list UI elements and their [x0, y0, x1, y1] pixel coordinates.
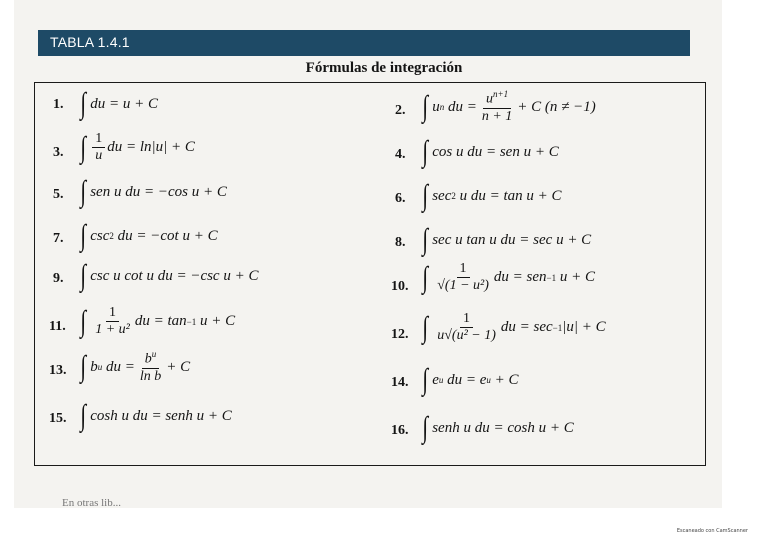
table-label: TABLA 1.4.1	[50, 34, 130, 50]
formula-7: ∫ csc 2 du = −cot u + C	[80, 219, 218, 252]
formula-number: 5.	[53, 187, 64, 202]
formula-2: ∫ u n du = $\frac{u^{n+1}}{n + 1}$ + C (n ≠ −1)	[422, 89, 596, 124]
formula-number: 3.	[53, 145, 64, 160]
formula-1: ∫ du = u + C	[80, 87, 158, 120]
scanner-watermark: Escaneado con CamScanner	[676, 528, 748, 534]
formula-15: ∫ cosh u du = senh u + C	[80, 399, 232, 432]
formula-9: ∫ csc u cot u du = −csc u + C	[80, 259, 259, 292]
formula-14: ∫ e u du = e u + C	[422, 363, 519, 396]
formula-4: ∫ cos u du = sen u + C	[422, 135, 559, 168]
formula-number: 13.	[49, 363, 67, 378]
formula-3: ∫ $\frac{1}{u}$ du = ln|u| + C	[80, 130, 195, 164]
formula-16: ∫ senh u du = cosh u + C	[422, 411, 574, 444]
formula-number: 8.	[395, 235, 406, 250]
formula-number: 2.	[395, 103, 406, 118]
formula-6: ∫ sec 2 u du = tan u + C	[422, 179, 562, 212]
formula-11: ∫ $\frac{1}{\text{1 + u²}}$ du = tan −1 u + C	[80, 304, 236, 338]
formula-number: 9.	[53, 271, 64, 286]
table-caption: Fórmulas de integración	[305, 60, 463, 76]
formula-number: 12.	[391, 327, 409, 342]
table-banner	[38, 30, 690, 56]
formula-10: ∫ $\frac{1}{\text{√(1 − u²)}}$ du = sen −1 u + C	[422, 260, 595, 294]
formula-8: ∫ sec u tan u du = sec u + C	[422, 223, 592, 256]
formula-number: 15.	[49, 411, 67, 426]
formula-13: ∫ b u du = $\frac{b^u}{\text{ln b}}$ + C	[80, 349, 191, 384]
formula-5: ∫ sen u du = −cos u + C	[80, 175, 227, 208]
formula-number: 10.	[391, 279, 409, 294]
formula-number: 6.	[395, 191, 406, 206]
formula-table	[34, 82, 706, 466]
formula-number: 4.	[395, 147, 406, 162]
formula-number: 7.	[53, 231, 64, 246]
formula-number: 14.	[391, 375, 409, 390]
formula-number: 16.	[391, 423, 409, 438]
cut-off-text: En otras lib...	[62, 497, 121, 509]
formula-12: ∫ $\frac{1}{\text{u√(u² − 1)}}$ du = sec −1 |u| + C	[422, 310, 606, 344]
formula-number: 11.	[49, 319, 66, 334]
formula-number: 1.	[53, 97, 64, 112]
